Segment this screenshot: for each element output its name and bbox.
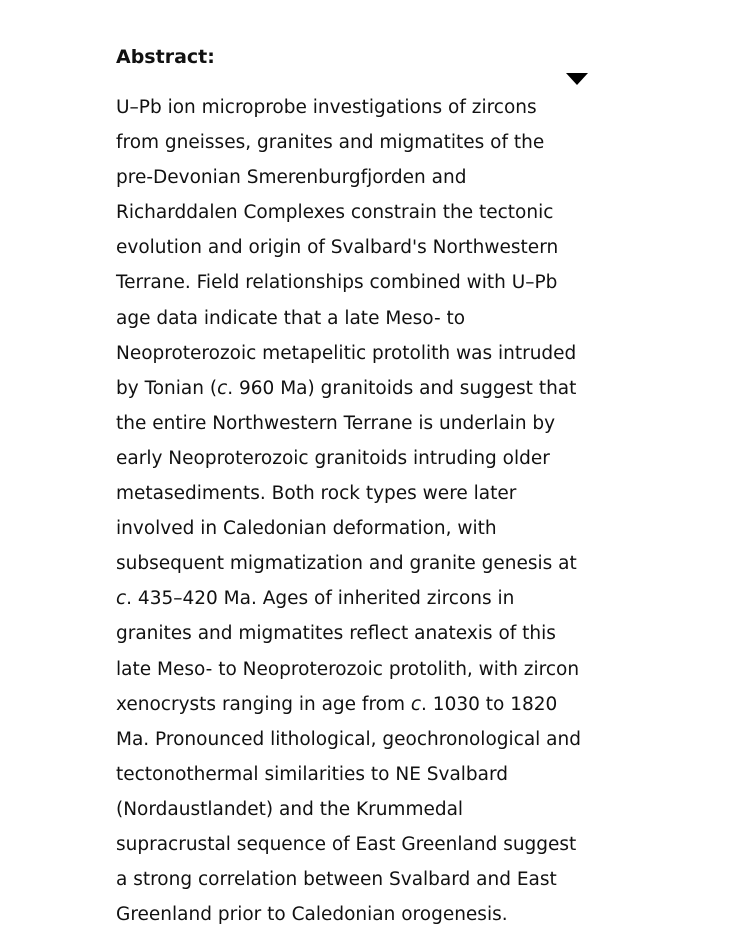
abstract-line: [116, 265, 616, 300]
abstract-text-segment: . 960 Ma) granitoids and suggest that: [227, 377, 577, 399]
abstract-line: [116, 897, 616, 932]
abstract-text: [116, 90, 616, 932]
abstract-line: [116, 336, 616, 371]
abstract-text-segment: U–Pb ion microprobe investigations of zircons: [116, 97, 537, 118]
abstract-line: [116, 511, 616, 546]
abstract-text-segment: . 435–420 Ma. Ages of inherited zircons in: [126, 588, 515, 610]
abstract-heading: Abstract:: [116, 46, 215, 68]
abstract-line: [116, 581, 616, 616]
abstract-text-segment: by Tonian (: [116, 377, 218, 399]
abstract-text-segment: involved in Caledonian deformation, with: [116, 518, 497, 540]
abstract-line: [116, 687, 616, 722]
abstract-line: [116, 616, 616, 651]
italic-circa: c: [217, 377, 228, 399]
abstract-line: [116, 722, 616, 757]
abstract-text-segment: evolution and origin of Svalbard's Northwestern: [116, 237, 559, 259]
caret-down-icon[interactable]: [566, 73, 588, 85]
abstract-line: [116, 652, 616, 687]
abstract-text-segment: Ma. Pronounced lithological, geochronological and: [116, 728, 581, 750]
abstract-line: [116, 160, 616, 195]
abstract-text-segment: a strong correlation between Svalbard and East: [116, 869, 557, 891]
abstract-text-segment: metasediments. Both rock types were later: [116, 483, 517, 505]
abstract-text-segment: early Neoproterozoic granitoids intruding older: [116, 447, 550, 469]
abstract-line: [116, 90, 616, 125]
abstract-line: [116, 406, 616, 441]
abstract-line: [116, 230, 616, 265]
abstract-line: [116, 441, 616, 476]
abstract-text-segment: Greenland prior to Caledonian orogenesis.: [116, 904, 508, 926]
abstract-text-segment: supracrustal sequence of East Greenland suggest: [116, 833, 577, 855]
abstract-text-segment: age data indicate that a late Meso- to: [116, 307, 466, 329]
abstract-line: [116, 476, 616, 511]
abstract-line: [116, 757, 616, 792]
abstract-text-segment: granites and migmatites reflect anatexis of this: [116, 623, 556, 645]
abstract-text-segment: the entire Northwestern Terrane is underlain by: [116, 412, 556, 434]
italic-circa: c: [116, 588, 127, 610]
abstract-text-segment: tectonothermal similarities to NE Svalbard: [116, 763, 509, 785]
abstract-text-segment: subsequent migmatization and granite genesis at: [116, 553, 577, 575]
abstract-text-segment: . 1030 to 1820: [421, 693, 558, 715]
abstract-text-segment: pre-Devonian Smerenburgfjorden and: [116, 167, 467, 189]
abstract-line: [116, 862, 616, 897]
abstract-text-segment: Richarddalen Complexes constrain the tectonic: [116, 202, 554, 224]
abstract-text-segment: Neoproterozoic metapelitic protolith was intruded: [116, 342, 577, 364]
abstract-text-segment: xenocrysts ranging in age from: [116, 693, 411, 715]
abstract-text-segment: Terrane. Field relationships combined with U–Pb: [116, 272, 558, 294]
abstract-line: [116, 301, 616, 336]
abstract-text-segment: late Meso- to Neoproterozoic protolith, with zircon: [116, 658, 580, 680]
abstract-line: [116, 546, 616, 581]
italic-circa: c: [410, 693, 422, 715]
abstract-line: [116, 827, 616, 862]
abstract-text-segment: (Nordaustlandet) and the Krummedal: [116, 798, 464, 820]
abstract-line: [116, 125, 616, 160]
abstract-line: [116, 371, 616, 406]
abstract-line: [116, 195, 616, 230]
abstract-text-segment: from gneisses, granites and migmatites of the: [116, 132, 545, 154]
abstract-line: [116, 792, 616, 827]
